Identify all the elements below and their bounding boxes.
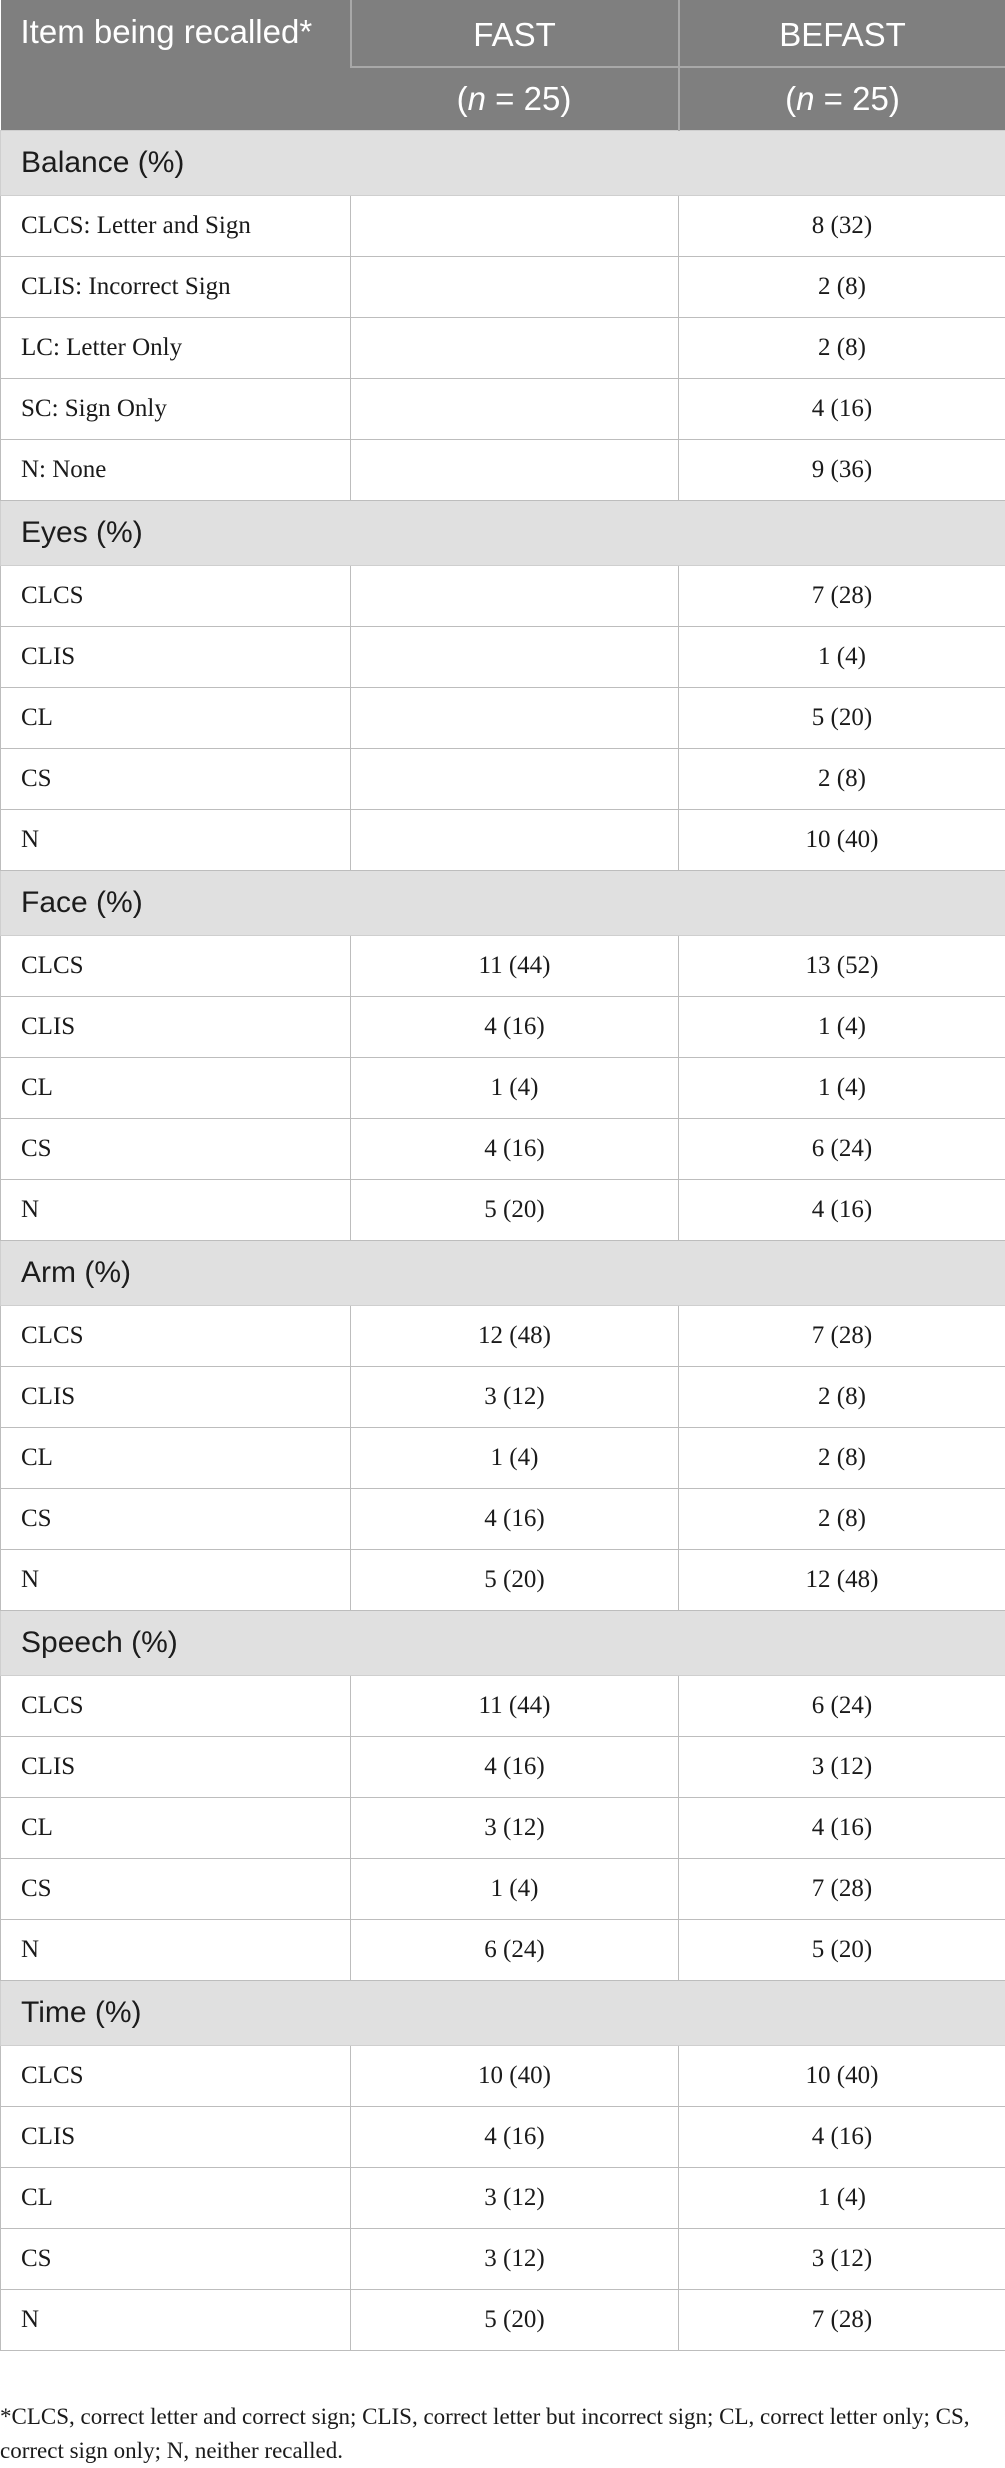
table-row: [1, 688, 1005, 749]
section-row: [1, 1241, 1005, 1306]
row-label: N: None: [1, 440, 351, 501]
table-row: [1, 1058, 1005, 1119]
header-befast: BEFAST: [679, 0, 1005, 67]
row-label: CLCS: [1, 936, 351, 997]
fast-value: 11 (44): [351, 936, 679, 997]
row-label: CL: [1, 1058, 351, 1119]
befast-value: 2 (8): [679, 257, 1005, 318]
row-label: LC: Letter Only: [1, 318, 351, 379]
fast-value: [351, 196, 679, 257]
befast-value: 5 (20): [679, 688, 1005, 749]
fast-value: 5 (20): [351, 1550, 679, 1611]
fast-value: [351, 440, 679, 501]
befast-value: 1 (4): [679, 1058, 1005, 1119]
table-row: [1, 2046, 1005, 2107]
befast-value: 13 (52): [679, 936, 1005, 997]
table-row: [1, 1920, 1005, 1981]
row-label: CS: [1, 2229, 351, 2290]
section-title: Time (%): [1, 1981, 1005, 2046]
table-row: [1, 2168, 1005, 2229]
section-title: Arm (%): [1, 1241, 1005, 1306]
table-row: [1, 2290, 1005, 2351]
section-row: [1, 1611, 1005, 1676]
table-row: [1, 810, 1005, 871]
row-label: CS: [1, 749, 351, 810]
section-row: [1, 1981, 1005, 2046]
table-row: [1, 1489, 1005, 1550]
fast-value: [351, 627, 679, 688]
befast-value: 8 (32): [679, 196, 1005, 257]
table-row: [1, 379, 1005, 440]
table-row: [1, 1180, 1005, 1241]
befast-value: 7 (28): [679, 566, 1005, 627]
fast-value: 5 (20): [351, 2290, 679, 2351]
table-footnote: *CLCS, correct letter and correct sign; CLIS, correct letter but incorrect sign; CL, correct letter only; CS, correct sign only; N, neither recalled.: [0, 2400, 990, 2468]
table-row: [1, 1859, 1005, 1920]
befast-value: 2 (8): [679, 1367, 1005, 1428]
befast-value: 7 (28): [679, 2290, 1005, 2351]
befast-value: 7 (28): [679, 1306, 1005, 1367]
table-row: [1, 257, 1005, 318]
row-label: CLIS: [1, 2107, 351, 2168]
table-row: [1, 997, 1005, 1058]
befast-value: 9 (36): [679, 440, 1005, 501]
row-label: CL: [1, 2168, 351, 2229]
row-label: CS: [1, 1859, 351, 1920]
table-row: [1, 2229, 1005, 2290]
row-label: CLCS: Letter and Sign: [1, 196, 351, 257]
row-label: N: [1, 1180, 351, 1241]
row-label: CLCS: [1, 566, 351, 627]
fast-value: [351, 318, 679, 379]
fast-value: 11 (44): [351, 1676, 679, 1737]
table-row: [1, 1306, 1005, 1367]
table-row: [1, 318, 1005, 379]
header-item-being-recalled: Item being recalled*: [1, 0, 351, 131]
fast-value: [351, 749, 679, 810]
section-title: Balance (%): [1, 131, 1005, 196]
fast-value: [351, 688, 679, 749]
fast-value: 4 (16): [351, 1489, 679, 1550]
befast-value: 2 (8): [679, 749, 1005, 810]
fast-value: 3 (12): [351, 2168, 679, 2229]
table-row: [1, 1676, 1005, 1737]
fast-value: 3 (12): [351, 1798, 679, 1859]
befast-value: 7 (28): [679, 1859, 1005, 1920]
table-row: [1, 2107, 1005, 2168]
befast-value: 1 (4): [679, 627, 1005, 688]
fast-value: 3 (12): [351, 1367, 679, 1428]
befast-value: 2 (8): [679, 1428, 1005, 1489]
row-label: N: [1, 1550, 351, 1611]
row-label: N: [1, 1920, 351, 1981]
n-value: = 25: [815, 80, 889, 117]
fast-value: [351, 566, 679, 627]
befast-value: 5 (20): [679, 1920, 1005, 1981]
section-row: [1, 871, 1005, 936]
fast-value: 12 (48): [351, 1306, 679, 1367]
section-row: [1, 501, 1005, 566]
table-row: [1, 1119, 1005, 1180]
row-label: CLIS: Incorrect Sign: [1, 257, 351, 318]
fast-value: 4 (16): [351, 1119, 679, 1180]
befast-value: 4 (16): [679, 1180, 1005, 1241]
section-row: [1, 131, 1005, 196]
table-row: [1, 936, 1005, 997]
befast-value: 10 (40): [679, 2046, 1005, 2107]
section-title: Face (%): [1, 871, 1005, 936]
table-row: [1, 1428, 1005, 1489]
befast-value: 1 (4): [679, 997, 1005, 1058]
table-row: [1, 1798, 1005, 1859]
header-fast: FAST: [351, 0, 679, 67]
fast-value: 6 (24): [351, 1920, 679, 1981]
befast-value: 4 (16): [679, 379, 1005, 440]
befast-value: 6 (24): [679, 1119, 1005, 1180]
table-row: [1, 566, 1005, 627]
befast-value: 4 (16): [679, 1798, 1005, 1859]
fast-value: [351, 257, 679, 318]
table-header: [1, 0, 1005, 131]
fast-value: 1 (4): [351, 1428, 679, 1489]
befast-value: 12 (48): [679, 1550, 1005, 1611]
row-label: CLIS: [1, 997, 351, 1058]
section-title: Eyes (%): [1, 501, 1005, 566]
row-label: CLCS: [1, 2046, 351, 2107]
table-row: [1, 1737, 1005, 1798]
n-value: = 25: [486, 80, 560, 117]
row-label: SC: Sign Only: [1, 379, 351, 440]
row-label: CL: [1, 1428, 351, 1489]
row-label: N: [1, 810, 351, 871]
n-symbol: n: [468, 80, 486, 117]
befast-value: 2 (8): [679, 1489, 1005, 1550]
row-label: CS: [1, 1489, 351, 1550]
fast-value: 5 (20): [351, 1180, 679, 1241]
table-row: [1, 627, 1005, 688]
befast-value: 1 (4): [679, 2168, 1005, 2229]
table-row: [1, 1550, 1005, 1611]
header-befast-n: (n = 25): [679, 67, 1005, 131]
fast-value: 4 (16): [351, 1737, 679, 1798]
fast-value: 10 (40): [351, 2046, 679, 2107]
row-label: CLIS: [1, 1367, 351, 1428]
header-fast-n: (n = 25): [351, 67, 679, 131]
row-label: CL: [1, 1798, 351, 1859]
fast-value: [351, 379, 679, 440]
table-row: [1, 440, 1005, 501]
row-label: N: [1, 2290, 351, 2351]
row-label: CS: [1, 1119, 351, 1180]
fast-value: [351, 810, 679, 871]
befast-value: 3 (12): [679, 2229, 1005, 2290]
table-body: [1, 131, 1005, 2351]
row-label: CLIS: [1, 627, 351, 688]
table-row: [1, 1367, 1005, 1428]
befast-value: 10 (40): [679, 810, 1005, 871]
befast-value: 2 (8): [679, 318, 1005, 379]
fast-value: 1 (4): [351, 1859, 679, 1920]
befast-value: 6 (24): [679, 1676, 1005, 1737]
table-row: [1, 196, 1005, 257]
fast-value: 1 (4): [351, 1058, 679, 1119]
row-label: CLIS: [1, 1737, 351, 1798]
row-label: CLCS: [1, 1676, 351, 1737]
befast-value: 3 (12): [679, 1737, 1005, 1798]
fast-value: 4 (16): [351, 997, 679, 1058]
table-row: [1, 749, 1005, 810]
fast-value: 3 (12): [351, 2229, 679, 2290]
fast-value: 4 (16): [351, 2107, 679, 2168]
n-symbol: n: [796, 80, 814, 117]
row-label: CLCS: [1, 1306, 351, 1367]
befast-value: 4 (16): [679, 2107, 1005, 2168]
row-label: CL: [1, 688, 351, 749]
section-title: Speech (%): [1, 1611, 1005, 1676]
